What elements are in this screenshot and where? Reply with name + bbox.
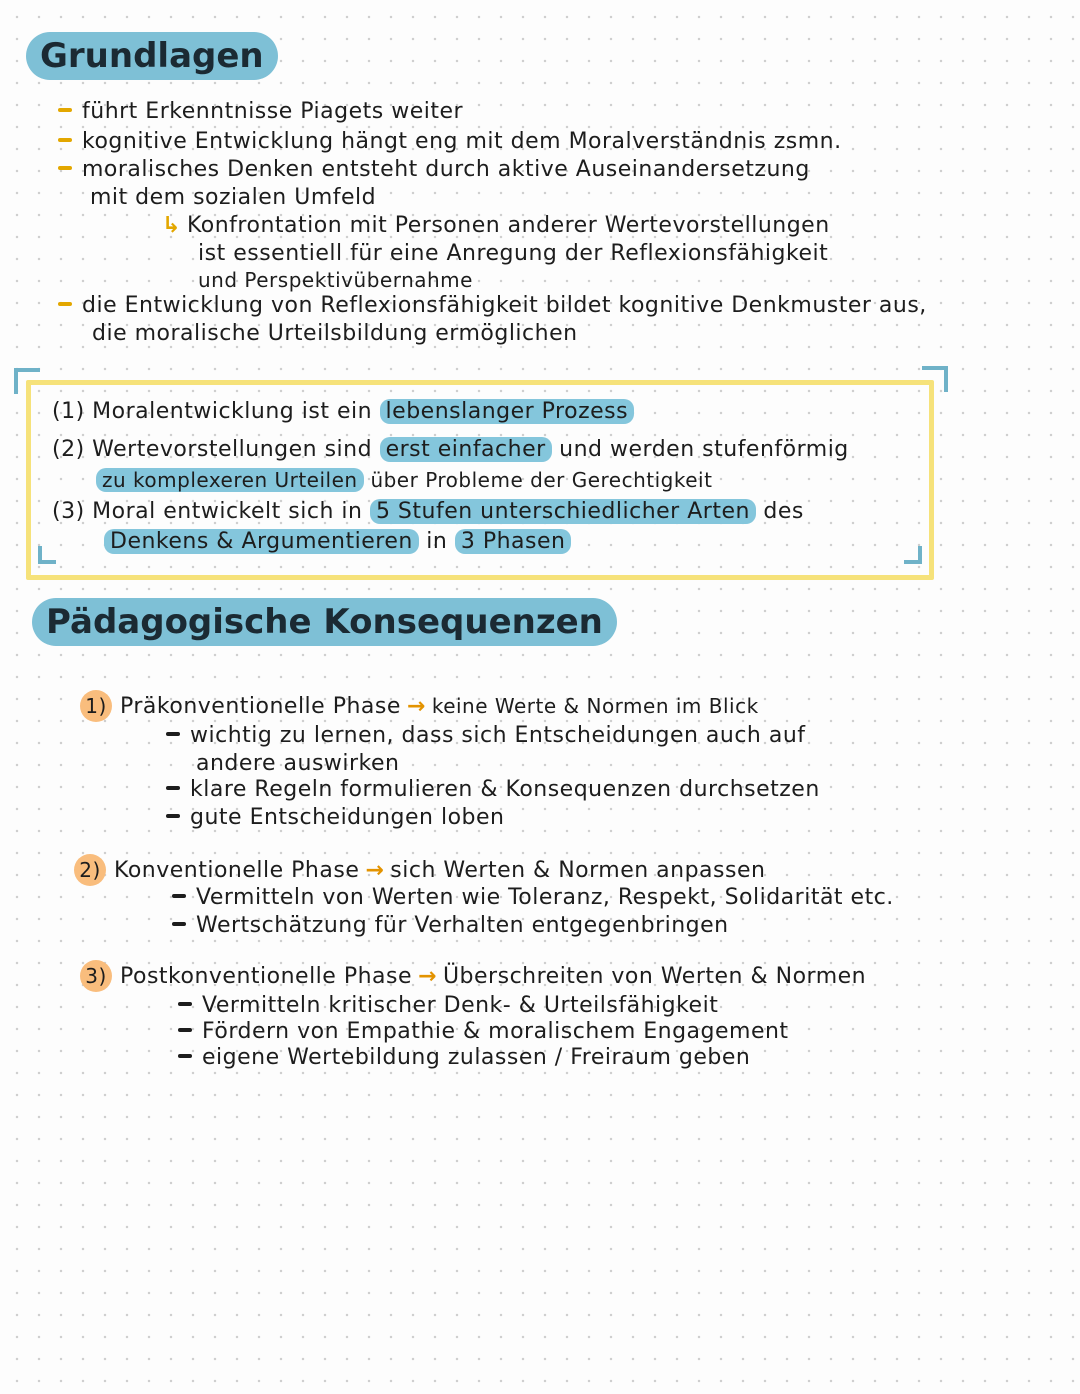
corner-bracket-icon	[38, 546, 56, 564]
section-title-grundlagen: Grundlagen	[26, 32, 278, 80]
dash-marker-icon	[178, 1054, 192, 1058]
number-badge: 2)	[74, 854, 106, 886]
list-item: wichtig zu lernen, dass sich Entscheidungen auch auf	[166, 722, 806, 750]
dash-marker-icon	[172, 922, 186, 926]
list-item: klare Regeln formulieren & Konsequenzen durchsetzen	[166, 776, 820, 804]
list-item: eigene Wertebildung zulassen / Freiraum geben	[178, 1044, 750, 1072]
corner-bracket-icon	[922, 366, 948, 392]
list-item: führt Erkenntnisse Piagets weiter	[58, 98, 463, 126]
list-item-continuation: andere auswirken	[196, 751, 400, 776]
phase-3-header: 3) Postkonventionelle Phase → Überschreiten von Werten & Normen	[80, 960, 866, 992]
arrow-right-icon: →	[365, 858, 385, 883]
return-arrow-icon: ↳	[162, 213, 181, 238]
corner-bracket-icon	[14, 368, 40, 394]
sub-item-continuation: ist essentiell für eine Anregung der Reflexionsfähigkeit	[198, 241, 829, 266]
list-item: Wertschätzung für Verhalten entgegenbringen	[172, 912, 729, 940]
dash-marker-icon	[58, 166, 72, 170]
box-item-2: (2) Wertevorstellungen sind erst einfacher und werden stufenförmig	[52, 437, 849, 462]
box-item-3-continuation: Denkens & Argumentieren in 3 Phasen	[104, 528, 571, 556]
dash-marker-icon	[58, 138, 72, 142]
list-item-continuation: mit dem sozialen Umfeld	[90, 185, 377, 210]
dash-marker-icon	[178, 1002, 192, 1006]
sub-item-continuation: und Perspektivübernahme	[198, 268, 473, 292]
list-item: moralisches Denken entsteht durch aktive Auseinandersetzung	[58, 156, 810, 184]
list-item: gute Entscheidungen loben	[166, 804, 504, 832]
dash-marker-icon	[178, 1028, 192, 1032]
sub-item: ↳ Konfrontation mit Personen anderer Wertevorstellungen	[162, 213, 830, 238]
highlight: 5 Stufen unterschiedlicher Arten	[370, 499, 756, 524]
dash-marker-icon	[172, 894, 186, 898]
phase-2-header: 2) Konventionelle Phase → sich Werten & Normen anpassen	[74, 854, 765, 886]
phase-1-header: 1) Präkonventionelle Phase → keine Werte & Normen im Blick	[80, 690, 759, 722]
dash-marker-icon	[166, 732, 180, 736]
arrow-right-icon: →	[418, 964, 437, 989]
list-item-continuation: die moralische Urteilsbildung ermöglichen	[92, 321, 578, 346]
list-item: Fördern von Empathie & moralischem Engagement	[178, 1018, 789, 1046]
box-item-1: (1) Moralentwicklung ist ein lebenslanger Prozess	[52, 398, 634, 426]
corner-bracket-icon	[904, 546, 922, 564]
arrow-right-icon: →	[406, 694, 426, 719]
highlight: zu komplexeren Urteilen	[96, 468, 364, 492]
list-item: kognitive Entwicklung hängt eng mit dem Moralverständnis zsmn.	[58, 128, 842, 156]
box-item-2-continuation: zu komplexeren Urteilen über Probleme der Gerechtigkeit	[96, 466, 712, 494]
dash-marker-icon	[58, 302, 72, 306]
highlight: 3 Phasen	[455, 529, 572, 554]
highlight: Denkens & Argumentieren	[104, 529, 419, 554]
number-badge: 3)	[80, 960, 112, 992]
dash-marker-icon	[166, 814, 180, 818]
dash-marker-icon	[58, 108, 72, 112]
section-title-konsequenzen: Pädagogische Konsequenzen	[32, 598, 617, 646]
highlight: erst einfacher	[380, 437, 552, 462]
dash-marker-icon	[166, 786, 180, 790]
list-item: die Entwicklung von Reflexionsfähigkeit bildet kognitive Denkmuster aus,	[58, 292, 927, 320]
highlight: lebenslanger Prozess	[380, 399, 635, 424]
number-badge: 1)	[80, 690, 112, 722]
list-item: Vermitteln kritischer Denk- & Urteilsfähigkeit	[178, 992, 718, 1020]
list-item: Vermitteln von Werten wie Toleranz, Respekt, Solidarität etc.	[172, 884, 894, 912]
box-item-3: (3) Moral entwickelt sich in 5 Stufen unterschiedlicher Arten des	[52, 499, 804, 524]
